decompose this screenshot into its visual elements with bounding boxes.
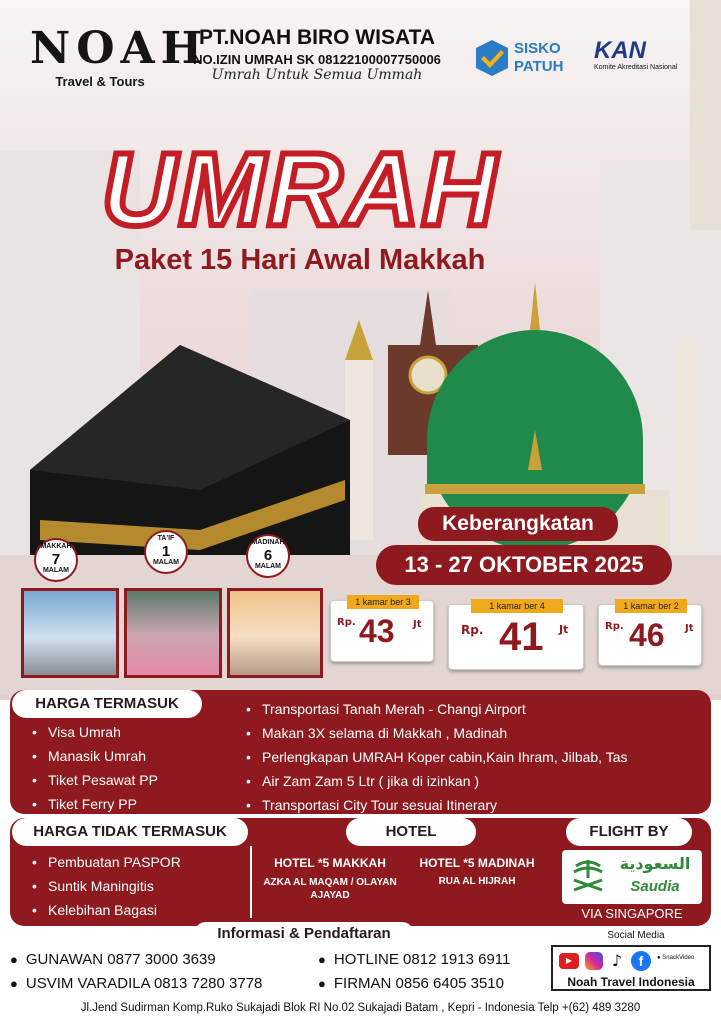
taif-unit: MALAM	[152, 559, 180, 566]
list-item: • Transportasi Tanah Merah - Changi Airport	[244, 697, 704, 721]
social-box	[551, 945, 711, 991]
makkah-unit: MALAM	[42, 567, 70, 574]
departure-dates: 13 - 27 OKTOBER 2025	[376, 545, 672, 585]
taif-photo	[124, 588, 222, 678]
snackvideo-text: SnackVideo	[662, 955, 695, 961]
taif-badge	[144, 530, 188, 574]
price-amount-double: 46	[629, 617, 665, 653]
hotel-makkah-label: HOTEL *5 MAKKAH	[274, 856, 386, 870]
hotel-madinah-name: RUA AL HIJRAH	[438, 876, 516, 887]
price-unit-quad: Jt	[559, 623, 569, 636]
kan-logo	[594, 38, 704, 71]
contact-hotline: ● HOTLINE 0812 1913 6911	[318, 951, 510, 968]
company-block	[186, 26, 448, 83]
sisko-text: SISKO	[514, 40, 561, 57]
list-item: • Air Zam Zam 5 Ltr ( jika di izinkan )	[244, 769, 704, 793]
sisko-shield-icon	[474, 38, 510, 78]
madinah-photo	[227, 588, 323, 678]
palm-swords-icon	[568, 856, 608, 896]
madinah-nights: 6	[263, 547, 273, 564]
license-number: NO.IZIN UMRAH SK 08122100007750006	[193, 52, 441, 67]
makkah-photo	[21, 588, 119, 678]
price-card-triple	[330, 597, 434, 662]
included-list-left	[30, 720, 230, 816]
madinah-city: MADINAH	[251, 539, 285, 546]
saudia-latin: Saudia	[630, 878, 680, 895]
hotel-makkah-name: AZKA AL MAQAM / OLAYAN AJAYAD	[263, 877, 397, 901]
flight-title: FLIGHT BY	[566, 818, 692, 846]
hotel-madinah	[404, 856, 550, 887]
price-card-double	[598, 601, 702, 666]
price-unit-double: Jt	[685, 623, 694, 634]
flight-via: VIA SINGAPORE	[581, 906, 683, 921]
price-amount-quad: 41	[499, 615, 544, 659]
noah-logo	[30, 23, 209, 89]
price-rp-quad: Rp.	[461, 623, 484, 637]
list-item: • Suntik Maningitis	[30, 874, 240, 898]
price-card-quad	[448, 601, 584, 670]
list-item: • Tiket Pesawat PP	[30, 768, 230, 792]
tiktok-icon[interactable]: ♪	[611, 951, 623, 970]
hotel-title: HOTEL	[346, 818, 476, 846]
patuh-text: PATUH	[514, 58, 564, 75]
price-unit-triple: Jt	[413, 619, 422, 630]
hotel-makkah	[258, 856, 402, 902]
taif-nights: 1	[161, 543, 171, 560]
kan-sub: Komite Akreditasi Nasional	[594, 64, 678, 71]
sisko-patuh-logo	[474, 38, 574, 78]
excluded-title: HARGA TIDAK TERMASUK	[12, 818, 248, 846]
excluded-list	[30, 850, 240, 922]
makkah-nights: 7	[51, 551, 61, 568]
saudia-arabic: السعودية	[619, 854, 691, 873]
list-item: • Manasik Umrah	[30, 744, 230, 768]
noah-logo-wordmark: NOAH	[30, 23, 209, 74]
price-rp-double: Rp.	[605, 621, 624, 632]
social-account-name: Noah Travel Indonesia	[567, 975, 695, 989]
departure-label: Keberangkatan	[418, 507, 618, 541]
list-item: • Kelebihan Bagasi	[30, 898, 240, 922]
contact-gunawan: ● GUNAWAN 0877 3000 3639	[10, 951, 216, 968]
madinah-badge	[246, 534, 290, 578]
umrah-title: UMRAH	[101, 132, 499, 248]
price-room-triple: 1 kamar ber 3	[347, 595, 419, 609]
divider	[250, 846, 252, 918]
list-item: • Makan 3X selama di Makkah , Madinah	[244, 721, 704, 745]
noah-logo-sub: Travel & Tours	[55, 74, 145, 89]
price-room-quad: 1 kamar ber 4	[471, 599, 563, 613]
makkah-city: MAKKAH	[40, 543, 72, 550]
address: Jl.Jend Sudirman Komp.Ruko Sukajadi Blok RI No.02 Sukajadi Batam , Kepri - Indonesia Telp +(62) 489 3280	[80, 1002, 641, 1014]
snackvideo-icon[interactable]: ● SnackVideo	[657, 955, 695, 961]
youtube-icon[interactable]: ▶	[559, 953, 579, 969]
kan-wordmark: KAN	[594, 37, 646, 64]
list-item: • Visa Umrah	[30, 720, 230, 744]
list-item: • Pembuatan PASPOR	[30, 850, 240, 874]
social-label: Social Media	[607, 930, 665, 941]
price-rp-triple: Rp.	[337, 617, 356, 628]
info-title: Informasi & Pendaftaran	[194, 922, 414, 946]
facebook-icon[interactable]: f	[631, 951, 651, 971]
contact-usvim: ● USVIM VARADILA 0813 7280 3778	[10, 975, 262, 992]
makkah-badge	[34, 538, 78, 582]
list-item: • Perlengkapan UMRAH Koper cabin,Kain Ihram, Jilbab, Tas	[244, 745, 704, 769]
tagline: Umrah Untuk Semua Ummah	[211, 67, 423, 83]
included-title: HARGA TERMASUK	[12, 690, 202, 718]
list-item: • Tiket Ferry PP	[30, 792, 230, 816]
price-room-double: 1 kamar ber 2	[615, 599, 687, 613]
company-name: PT.NOAH BIRO WISATA	[198, 26, 436, 49]
included-list-right	[244, 697, 704, 817]
contact-firman: ● FIRMAN 0856 6405 3510	[318, 975, 504, 992]
instagram-icon[interactable]	[585, 952, 603, 970]
madinah-unit: MALAM	[254, 563, 282, 570]
saudia-logo	[562, 850, 702, 904]
taif-city: TA'IF	[157, 535, 175, 542]
list-item: • Transportasi City Tour sesuai Itinerary	[244, 793, 704, 817]
hotel-madinah-label: HOTEL *5 MADINAH	[419, 856, 535, 870]
price-amount-triple: 43	[359, 613, 395, 649]
package-subtitle: Paket 15 Hari Awal Makkah	[114, 244, 486, 276]
